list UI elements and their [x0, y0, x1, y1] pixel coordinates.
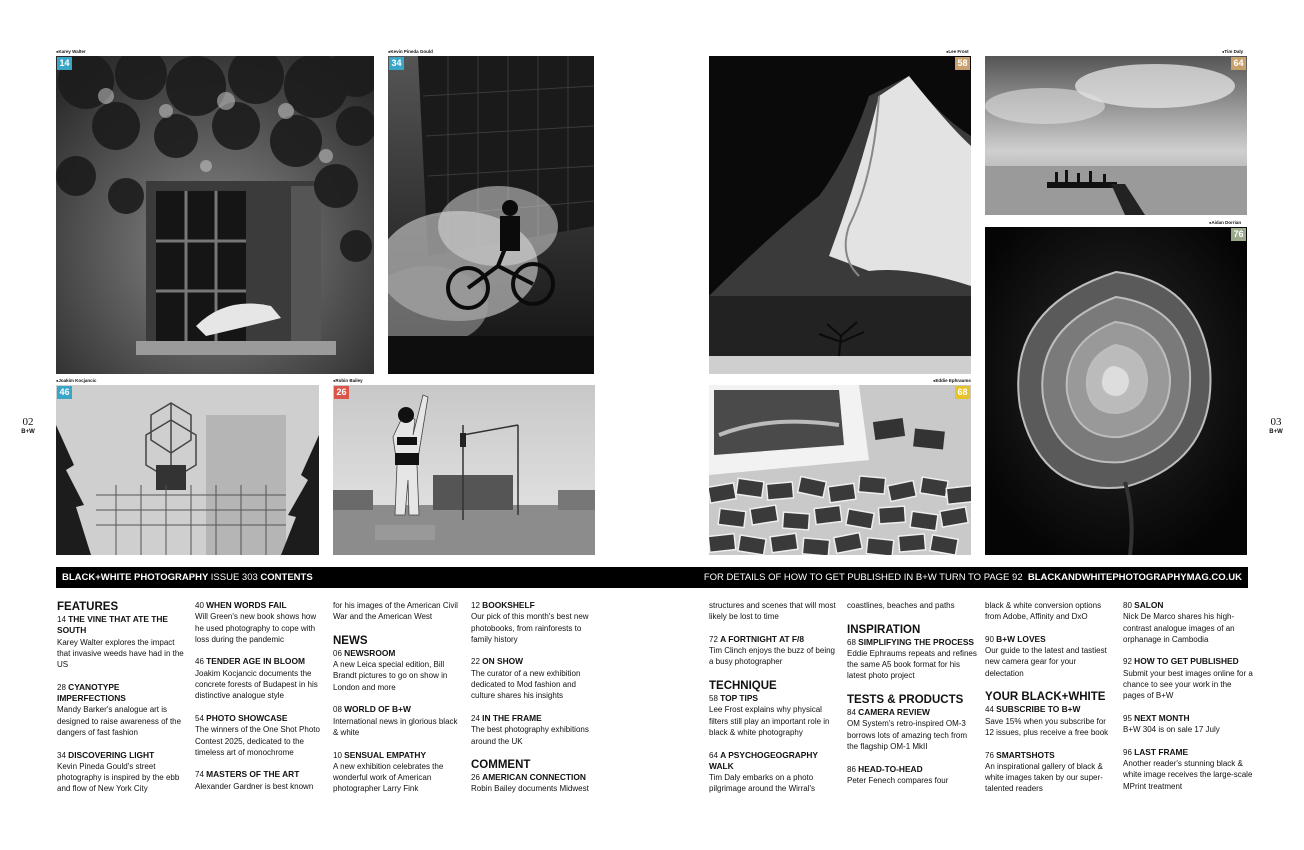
contents-item[interactable]: 40 WHEN WORDS FAIL Will Green's new book shows how he used photography to cope with loss during the pandemic	[195, 600, 317, 644]
contents-item[interactable]: 14 THE VINE THAT ATE THE SOUTH Karey Walter explores the impact that invasive weeds have had in the US	[57, 614, 184, 670]
photo-credit-pier: ● Tim Daly	[1222, 49, 1243, 55]
continued-text: black & white conversion options from Adobe, Affinity and DxO	[985, 601, 1102, 622]
contents-item[interactable]: 28 CYANOTYPE IMPERFECTIONS Mandy Barker's analogue art is designed to raise awareness of the dangers of fast fashion	[57, 681, 182, 737]
contents-column-2	[195, 600, 325, 803]
page-badge: 68	[955, 386, 970, 399]
page-badge: 58	[955, 57, 970, 70]
contents-item[interactable]: 34 DISCOVERING LIGHT Kevin Pineda Gould's street photography is inspired by the ebb and flow of New York City	[57, 749, 180, 794]
magazine-brand: BLACK+WHITE PHOTOGRAPHY	[62, 572, 209, 583]
contents-item[interactable]: 80 SALON Nick De Marco shares his high-contrast analogue images of an orphanage in Cambodia	[1123, 600, 1235, 644]
contents-item[interactable]: 68 SIMPLIFYING THE PROCESS Eddie Ephraums repeats and refines the same A5 book format for his latest photo project	[847, 636, 977, 681]
photo-credit-forest: ● Joakim Kocjancic	[56, 378, 96, 384]
contents-item[interactable]: 12 BOOKSHELF Our pick of this month's best new photobooks, from rainforests to family history	[471, 600, 589, 644]
contents-item[interactable]: 44 SUBSCRIBE TO B+W Save 15% when you subscribe for 12 issues, plus receive a free book	[985, 704, 1109, 737]
photo-credit-americana: ● Robin Bailey	[333, 378, 363, 384]
photo-smoke-cyclist	[388, 56, 594, 374]
section-heading-your-black-white: YOUR BLACK+WHITE	[985, 691, 1106, 704]
contents-item[interactable]: 10 SENSUAL EMPATHY A new exhibition celebrates the wonderful work of American photographer Larry Fink	[333, 749, 444, 794]
contents-column-3	[333, 600, 463, 806]
right-folio	[1264, 416, 1288, 436]
page-badge: 14	[57, 57, 72, 70]
contents-item[interactable]: 08 WORLD OF B+W International news in glorious black & white	[333, 704, 458, 737]
continued-text: for his images of the American Civil War and the American West	[333, 601, 458, 622]
contents-item[interactable]: 24 IN THE FRAME The best photography exhibitions around the UK	[471, 712, 589, 746]
page-badge: 26	[334, 386, 349, 399]
left-folio	[16, 416, 40, 436]
contents-bar	[56, 567, 1248, 588]
photo-credit-dune: ● Lee Frost	[946, 49, 969, 55]
page-badge: 34	[389, 57, 404, 70]
contents-item[interactable]: 86 HEAD-TO-HEAD Peter Fenech compares four	[847, 763, 949, 785]
contents-column-7	[985, 600, 1115, 806]
photo-credit-vine: ● Karey Walter	[56, 49, 86, 55]
photo-credit-prints: ● Eddie Ephraums	[933, 378, 971, 384]
contents-column-8	[1123, 600, 1253, 803]
section-heading-tests-products: TESTS & PRODUCTS	[847, 694, 964, 707]
section-heading-inspiration: INSPIRATION	[847, 623, 921, 636]
contents-item[interactable]: 84 CAMERA REVIEW OM System's retro-inspired OM-3 borrows lots of amazing tech from the flagship OM-1 MkII	[847, 707, 968, 751]
left-folio-brand: B+W	[21, 429, 35, 435]
contents-item[interactable]: 90 B+W LOVES Our guide to the latest and tastiest new camera gear for your delectation	[985, 633, 1107, 678]
section-heading-news: NEWS	[333, 634, 368, 647]
contents-item[interactable]: 26 AMERICAN CONNECTION Robin Bailey documents Midwest	[471, 772, 589, 794]
contents-item[interactable]: 95 NEXT MONTH B+W 304 is on sale 17 July	[1123, 712, 1220, 735]
left-page-number: 02	[22, 416, 34, 428]
contents-item[interactable]: 06 NEWSROOM A new Leica special edition, Bill Brandt pictures to go on show in London and more	[333, 647, 448, 692]
photo-prints-book	[709, 385, 971, 555]
photo-credit-smoke: ● Kevin Pineda Gould	[388, 49, 433, 55]
section-heading-features: FEATURES	[57, 601, 119, 613]
photo-pier-seascape	[985, 56, 1247, 215]
section-heading-comment: COMMENT	[471, 759, 531, 772]
contents-item[interactable]: 22 ON SHOW The curator of a new exhibition dedicated to Mod fashion and culture shares his insights	[471, 656, 581, 701]
contents-column-6	[847, 600, 977, 797]
contents-item[interactable]: 76 SMARTSHOTS An inspirational gallery of black & white images taken by our super-talented readers	[985, 749, 1103, 794]
continued-text: structures and scenes that will most likely be lost to time	[709, 601, 836, 622]
contents-item[interactable]: 72 A FORTNIGHT AT F/8 Tim Clinch enjoys the buzz of being a busy photographer	[709, 633, 835, 667]
contents-item[interactable]: 64 A PSYCHOGEOGRAPHY WALK Tim Daly embarks on a photo pilgrimage around the Wirral's	[709, 749, 818, 794]
contents-column-5	[709, 600, 839, 806]
right-page-number: 03	[1270, 416, 1282, 428]
contents-item[interactable]: 54 PHOTO SHOWCASE The winners of the One Shot Photo Contest 2025, dedicated to the timeless art of monochrome	[195, 712, 320, 757]
photo-sand-dune	[709, 56, 971, 374]
photo-vine-window	[56, 56, 374, 374]
contents-column-1	[57, 600, 187, 806]
continued-text: coastlines, beaches and paths	[847, 601, 955, 610]
issue-number: ISSUE 303	[210, 572, 258, 583]
contents-item[interactable]: 58 TOP TIPS Lee Frost explains why physical filters still play an important role in black & white photography	[709, 693, 830, 737]
section-heading-technique: TECHNIQUE	[709, 680, 777, 693]
website-url[interactable]: BLACKANDWHITEPHOTOGRAPHYMAG.CO.UK	[1027, 572, 1242, 583]
contents-item[interactable]: 96 LAST FRAME Another reader's stunning black & white image receives the large-scale MPrint treatment	[1123, 746, 1253, 791]
photo-americana-statue	[333, 385, 595, 555]
publish-note: FOR DETAILS OF HOW TO GET PUBLISHED IN B+W TURN TO PAGE 92	[703, 572, 1023, 583]
photo-credit-rose: ● Aidan Dorrian	[1209, 220, 1241, 226]
contents-label: CONTENTS	[260, 572, 313, 583]
page-badge: 76	[1231, 228, 1246, 241]
page-badge: 46	[57, 386, 72, 399]
photo-rose	[985, 227, 1247, 555]
contents-item[interactable]: 92 HOW TO GET PUBLISHED Submit your best images online for a chance to see your work in the pages of B+W	[1123, 656, 1253, 701]
contents-item[interactable]: 46 TENDER AGE IN BLOOM Joakim Kocjancic documents the concrete forests of Budapest in his distinctive analogue style	[195, 656, 318, 701]
contents-column-4	[471, 600, 601, 806]
contents-item[interactable]: 74 MASTERS OF THE ART Alexander Gardner is best known	[195, 769, 314, 791]
photo-concrete-forest	[56, 385, 319, 555]
right-folio-brand: B+W	[1269, 429, 1283, 435]
page-badge: 64	[1231, 57, 1246, 70]
